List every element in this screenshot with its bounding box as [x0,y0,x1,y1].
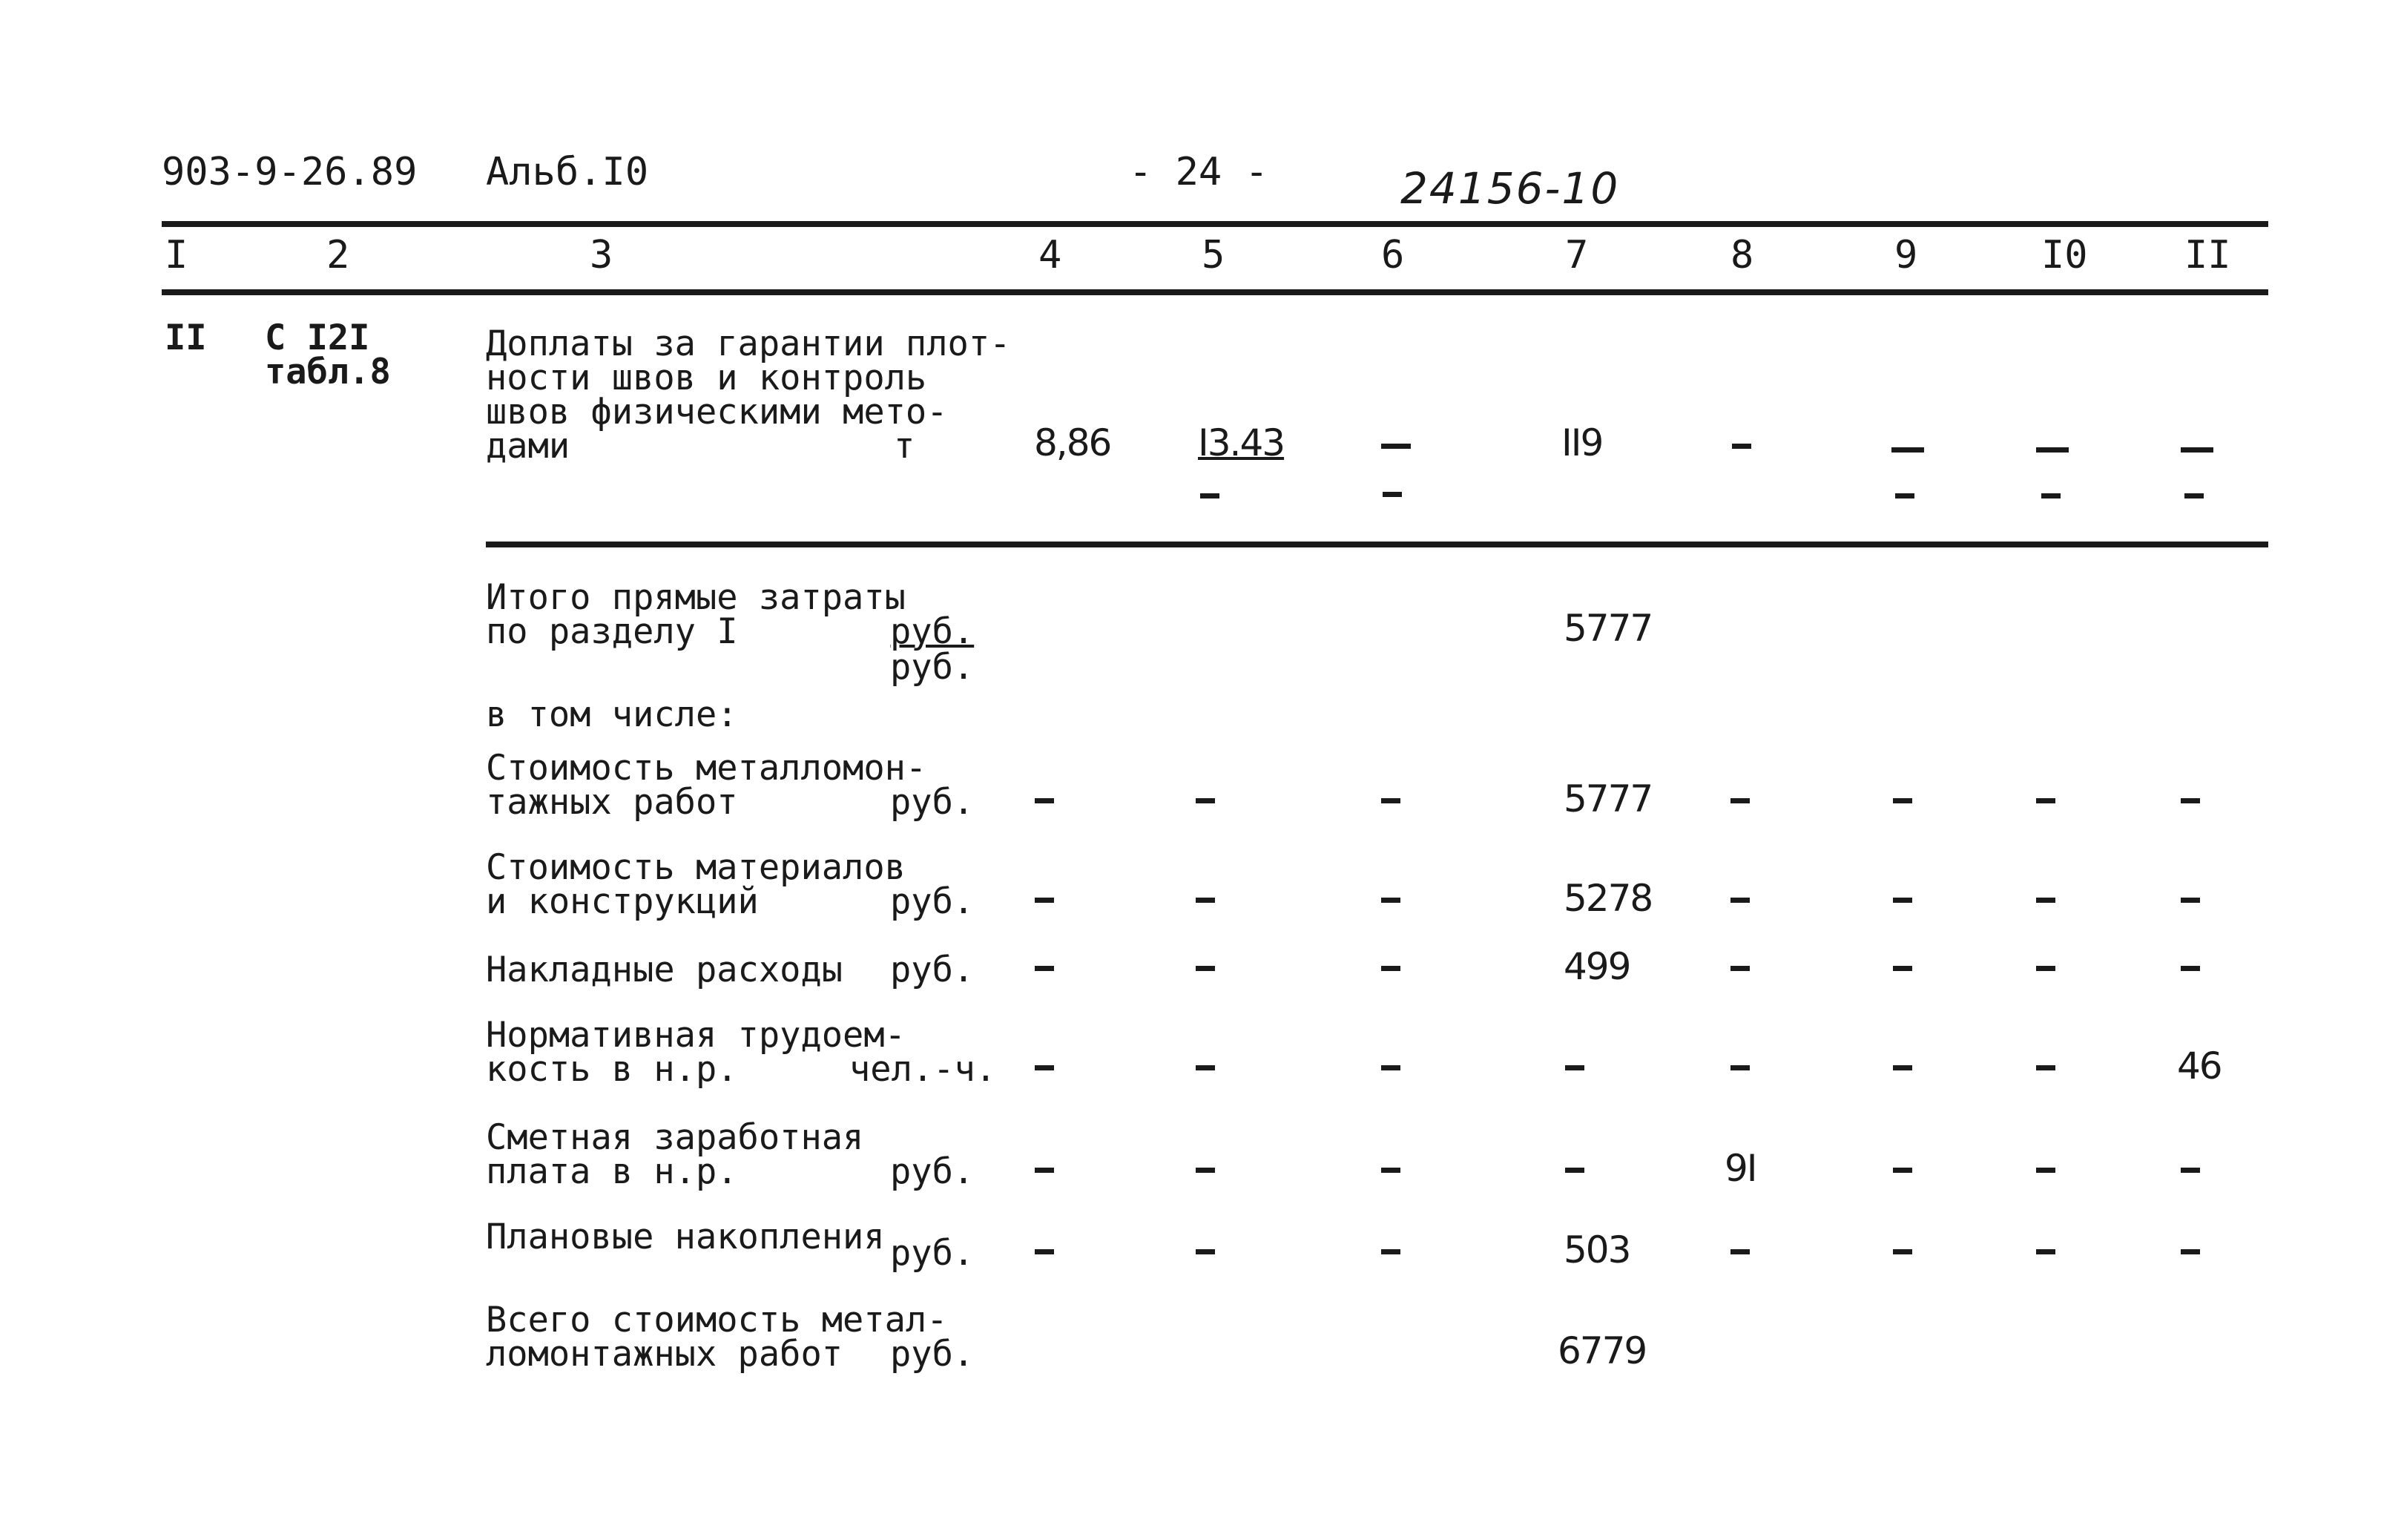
dash [1196,1249,1215,1254]
summary-row-1-line-2: тажных работ [486,782,738,823]
dash [2181,966,2200,971]
dash [1730,966,1750,971]
including-label: в том числе: [486,694,738,735]
summary-row-7-unit: руб. [890,1334,975,1375]
summary-row-2-unit: руб. [890,881,975,922]
dash [1196,1168,1215,1173]
dash-c11-lower [2184,493,2204,498]
dash [1381,1065,1400,1070]
summary-row-6-line-1: Плановые накопления [486,1217,885,1257]
dash [1196,898,1215,903]
col-2-number: 2 [326,233,350,277]
dash-c10-lower [2041,493,2061,498]
dash [1730,1249,1750,1254]
summary-row-2-value: 5278 [1564,877,1653,920]
handwritten-inventory-number: 24156-10 [1400,163,1620,214]
summary-row-1-value: 5777 [1564,777,1653,820]
summary-row-1-line-1: Стоимость металломон- [486,748,927,789]
dash [1565,1168,1584,1173]
dash [1035,966,1054,971]
dash [2036,1065,2055,1070]
dash [1381,1168,1400,1173]
dash [2181,1168,2200,1173]
row-reference-code: С I2I [265,317,370,358]
document-code: 903-9-26.89 [162,150,418,194]
summary-row-7-line-1: Всего стоимость метал- [486,1300,948,1340]
row-description-line-4: дами [486,426,570,467]
dash [1196,798,1215,803]
total-label-line-1: Итого прямые затраты [486,577,906,618]
dash [2036,798,2055,803]
dash [1730,1065,1750,1070]
row-description-line-2: ности швов и контроль [486,358,927,398]
album-number: Альб.I0 [486,150,649,194]
summary-row-6-value: 503 [1564,1228,1630,1271]
dash [1565,1065,1584,1070]
dash [2036,898,2055,903]
summary-row-1-unit: руб. [890,782,975,823]
summary-row-5-value-col-8: 9I [1725,1147,1756,1190]
summary-row-2-line-1: Стоимость материалов [486,847,906,888]
row-description-line-3: швов физическими мето- [486,392,948,432]
summary-row-7-line-2: ломонтажных работ [486,1334,843,1375]
summary-row-5-line-2: плата в н.р. [486,1151,738,1192]
col-3-number: 3 [590,233,613,277]
dash [1035,798,1054,803]
row-reference-table: табл.8 [265,352,391,392]
dash [1196,1065,1215,1070]
dash [2036,1249,2055,1254]
dash [1381,966,1400,971]
dash [1381,1249,1400,1254]
page-number: - 24 - [1129,150,1268,194]
col-4-number: 4 [1038,233,1062,277]
summary-row-4-line-1: Нормативная трудоем- [486,1015,906,1056]
summary-row-4-line-2: кость в н.р. [486,1049,738,1090]
dash [1381,798,1400,803]
total-label-line-2: по разделу I [486,611,738,652]
dash-c6-upper [1381,444,1411,449]
dash [1730,798,1750,803]
row-value-col-7: II9 [1561,421,1603,464]
summary-row-3-line-1: Накладные расходы [486,950,843,990]
header-rule-top [162,221,2268,227]
dash [1381,898,1400,903]
header-rule-bottom [162,289,2268,295]
summary-row-5-line-1: Сметная заработная [486,1117,864,1158]
summary-row-4-value-col-11: 46 [2177,1044,2222,1087]
summary-row-3-unit: руб. [890,950,975,990]
dash-c6-lower [1383,492,1402,497]
row-position-number: II [165,317,207,358]
dash [1035,1065,1054,1070]
dash [1893,1065,1912,1070]
col-11-number: II [2184,233,2231,277]
dash [2181,1249,2200,1254]
col-6-number: 6 [1381,233,1405,277]
summary-row-5-unit: руб. [890,1151,975,1192]
dash [2036,1168,2055,1173]
total-value: 5777 [1564,607,1653,650]
total-unit-denominator: руб. [890,647,975,688]
dash [2181,798,2200,803]
summary-row-4-unit: чел.-ч. [849,1049,997,1090]
dash [2036,966,2055,971]
dash [2181,898,2200,903]
col-10-number: I0 [2041,233,2088,277]
row-unit: т [894,426,915,467]
total-unit-numerator: руб. [890,611,975,652]
row-value-col-4: 8,86 [1034,421,1111,464]
row-value-col-5: I3.43 [1198,421,1285,464]
dash [1035,1249,1054,1254]
dash [1035,1168,1054,1173]
dash [1730,898,1750,903]
row-description-line-1: Доплаты за гарантии плот- [486,323,1011,364]
summary-row-2-line-2: и конструкций [486,881,759,922]
dash [1893,1168,1912,1173]
dash [1035,898,1054,903]
col-9-number: 9 [1894,233,1918,277]
col-5-number: 5 [1202,233,1225,277]
section-rule [486,542,2268,547]
summary-row-3-value: 499 [1564,945,1630,988]
summary-row-7-value: 6779 [1558,1329,1647,1372]
col-7-number: 7 [1565,233,1589,277]
col-8-number: 8 [1730,233,1754,277]
dash [1893,1249,1912,1254]
dash-c9-upper [1891,447,1924,453]
dash-c8 [1732,444,1751,449]
dash-c5-lower [1200,493,1219,498]
dash [1196,966,1215,971]
dash-c10-upper [2036,447,2069,453]
dash-c9-lower [1895,493,1914,498]
dash-c11-upper [2181,447,2213,453]
summary-row-6-unit: руб. [890,1233,975,1274]
dash [1893,898,1912,903]
col-1-number: I [165,233,188,277]
dash [1893,966,1912,971]
dash [1893,798,1912,803]
